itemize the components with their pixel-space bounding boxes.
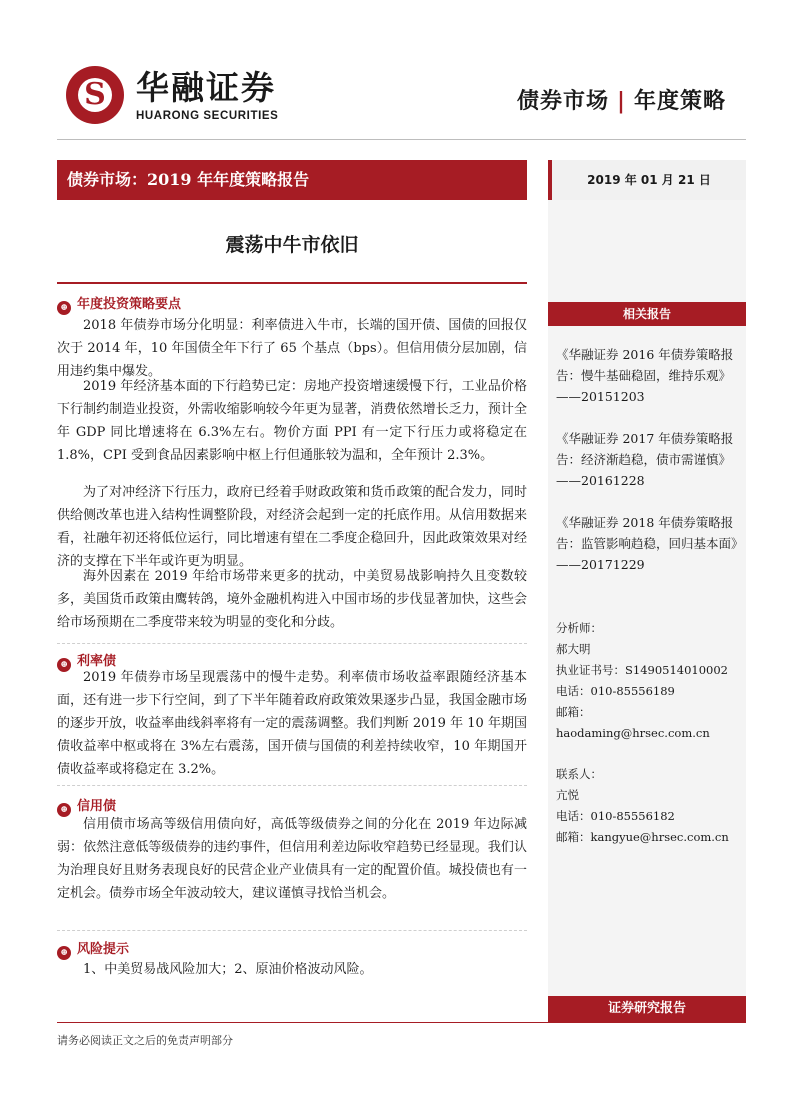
contact-phone: 电话：010-85556182 [556, 809, 675, 823]
sidebar [548, 160, 746, 1022]
header-rule [57, 139, 746, 140]
footer-rule [57, 1022, 746, 1023]
section-divider [57, 785, 527, 786]
paragraph: 为了对冲经济下行压力，政府已经着手财政政策和货币政策的配合发力，同时供给侧改革也进入结构性调整阶段，对经济会起到一定的托底作用。从信用数据来看，社融年初还将低位运行，同比增速有望在二季度企稳回升，因此政策效果对经济的支撑在下半年或许更为明显。 [57, 485, 527, 569]
category-right: 年度策略 [633, 88, 726, 114]
contact-email[interactable]: 邮箱：kangyue@hrsec.com.cn [556, 830, 729, 844]
paragraph: 海外因素在 2019 年给市场带来更多的扰动，中美贸易战影响持久且变数较多，美国货币政策由鹰转鸽，境外金融机构进入中国市场的步伐显著加快，这些会给市场预期在二季度带来较为明显的变化和分歧。 [57, 569, 527, 630]
section-heading: ⊕ 年度投资策略要点 [57, 293, 527, 315]
brand-name-en: HUARONG SECURITIES [136, 110, 279, 122]
analyst-name: 郝大明 [556, 642, 591, 656]
analyst-info [556, 618, 742, 744]
title-rule [57, 282, 527, 284]
contact-name: 亢悦 [556, 788, 579, 802]
brand-name-cn: 华融证券 [136, 68, 276, 107]
section-heading: ⊕ 风险提示 [57, 938, 527, 960]
category-divider: | [616, 88, 626, 114]
analyst-license: 执业证书号：S1490514010002 [556, 663, 728, 677]
analyst-label: 分析师： [556, 621, 602, 635]
paragraph: 信用债市场高等级信用债向好，高低等级债券之间的分化在 2019 年边际减弱：依然注意低等级债券的违约事件，但信用利差边际收窄趋势已经显现。我们认为治理良好且财务表现良好的民营企业产业债具有一定的配置价值。城投债也有一定机会。债券市场全年波动较大，建议谨慎寻找恰当机会。 [57, 817, 527, 901]
analyst-phone: 电话：010-85556189 [556, 684, 675, 698]
contact-label: 联系人： [556, 767, 602, 781]
section-heading: ⊕ 信用债 [57, 795, 527, 817]
report-title-bar: 债券市场：2019 年年度策略报告 [57, 160, 527, 200]
report-category [517, 84, 726, 115]
section-heading: ⊕ 利率债 [57, 650, 527, 672]
page-title: 震荡中牛市依旧 [225, 234, 359, 256]
contact-info [556, 764, 742, 848]
section-divider [57, 930, 527, 931]
paragraph: 2018 年债券市场分化明显：利率债进入牛市，长端的国开债、国债的回报仅次于 2014 年，10 年国债全年下行了 65 个基点（bps）。但信用债分层加剧，信用违约集中爆发。 [57, 318, 527, 379]
paragraph: 1、中美贸易战风险加大；2、原油价格波动风险。 [83, 962, 373, 977]
section-bullet-icon: ⊕ [57, 301, 71, 315]
disclaimer-note: 请务必阅读正文之后的免责声明部分 [57, 1034, 233, 1047]
related-reports-heading: 相关报告 [548, 302, 746, 326]
logo-icon: S [84, 77, 106, 112]
analyst-email[interactable]: 邮箱：haodaming@hrsec.com.cn [556, 705, 710, 740]
report-date: 2019 年 01 月 21 日 [548, 160, 746, 200]
related-report-link[interactable]: 《华融证券 2016 年债券策略报告：慢牛基础稳固，维持乐观》——20151203 [556, 347, 734, 404]
category-left: 债券市场 [516, 88, 609, 114]
paragraph: 2019 年经济基本面的下行趋势已定：房地产投资增速缓慢下行，工业品价格下行制约制造业投资，外需收缩影响较今年更为显著，消费依然增长乏力，预计全年 GDP 同比增速将在 6.3%左右。物价方面 PPI 有一定下行压力或将稳定在 1.8%，CPI 受到食品因素影响中枢上行但通胀较为温和，全年预计 2.3%。 [57, 379, 527, 463]
related-report-link[interactable]: 《华融证券 2017 年债券策略报告：经济渐趋稳，债市需谨慎》——20161228 [556, 431, 734, 488]
related-report-link[interactable]: 《华融证券 2018 年债券策略报告：监管影响趋稳，回归基本面》——20171229 [556, 515, 738, 572]
section-divider [57, 643, 527, 644]
report-type-tag: 证券研究报告 [548, 996, 746, 1022]
section-bullet-icon: ⊕ [57, 946, 71, 960]
section-bullet-icon: ⊕ [57, 803, 71, 817]
section-bullet-icon: ⊕ [57, 658, 71, 672]
paragraph: 2019 年债券市场呈现震荡中的慢牛走势。利率债市场收益率跟随经济基本面，还有进一步下行空间，到了下半年随着政府政策效果逐步凸显，我国金融市场的逐步开放，收益率曲线斜率将有一定的震荡调整。我们判断 2019 年 10 年期国债收益率中枢或将在 3%左右震荡，国开债与国债的利差持续收窄，10 年期国开债收益率或将稳定在 3.2%。 [57, 670, 527, 777]
